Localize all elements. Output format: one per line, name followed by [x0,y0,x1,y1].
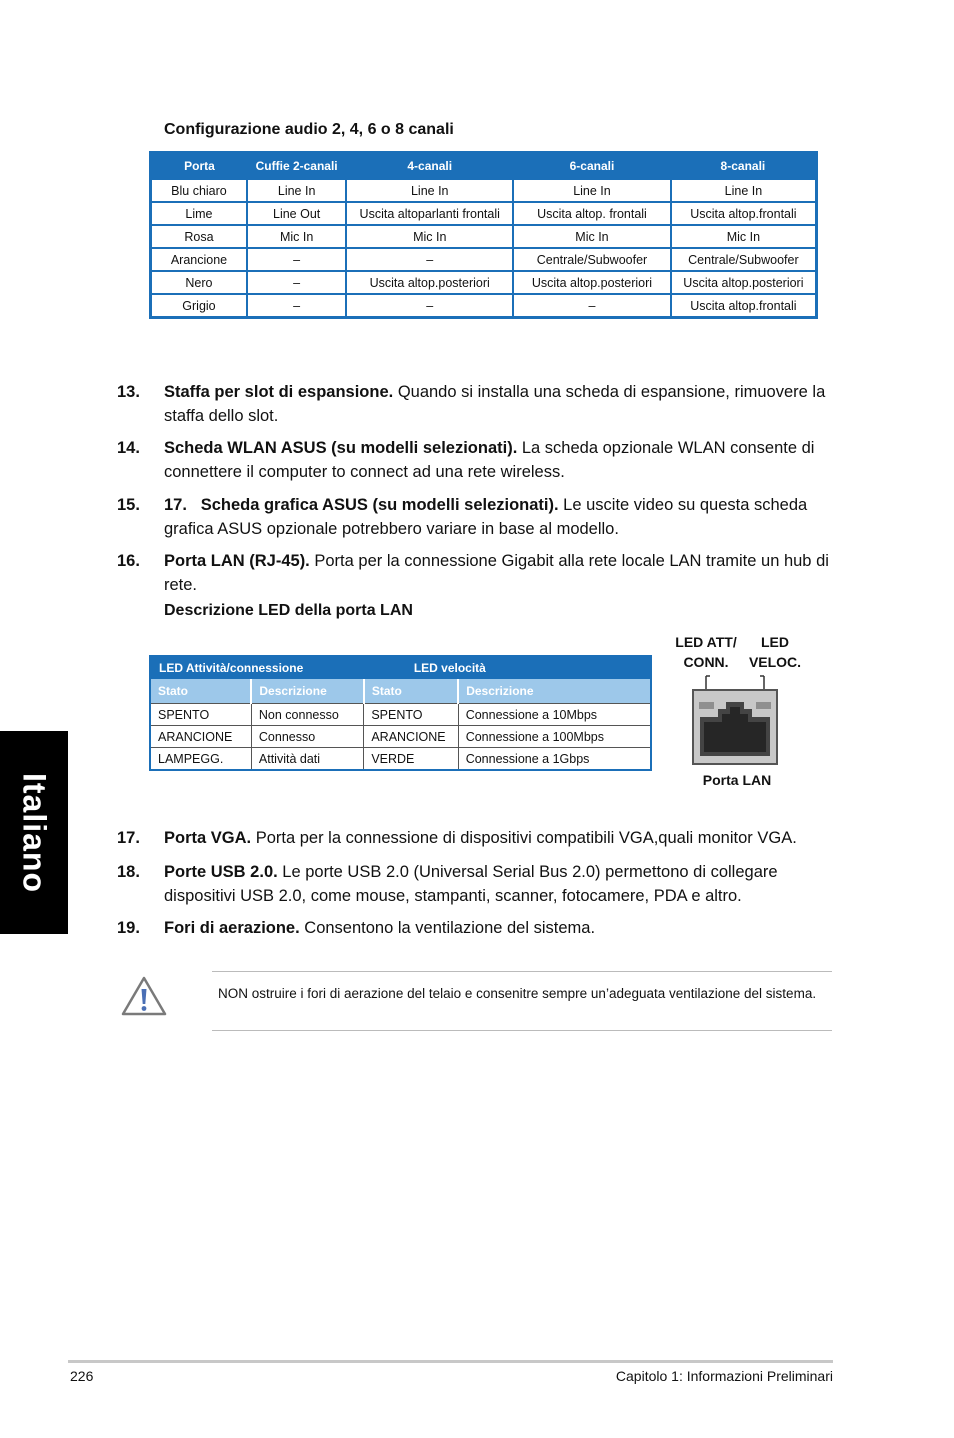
page-number: 226 [70,1368,94,1384]
table-cell: Connessione a 1Gbps [458,748,651,771]
table-row [150,704,651,726]
table-cell: Mic In [346,225,513,248]
item-number: 16. [117,552,140,570]
item-title: Fori di aerazione. [164,919,300,937]
table-cell: SPENTO [364,704,458,726]
led-sub-header: Descrizione [251,679,363,704]
list-item [117,861,837,908]
audio-header-cell: 6-canali [513,153,671,180]
table-cell: Blu chiaro [151,179,247,202]
side-tab-label: Italiano [16,772,53,893]
table-cell: – [247,248,346,271]
table-cell: Mic In [671,225,817,248]
item-title: Porta LAN (RJ-45). [164,552,310,570]
table-cell: – [346,294,513,318]
table-cell: Uscita altop.frontali [671,202,817,225]
item-text: Le porte USB 2.0 (Universal Serial Bus 2.0) permettono di collegare dispositivi USB 2.0, come mouse, stampanti, scanner, fotocamere, PDA e altro. [164,863,778,905]
led-att-label-line: CONN. [683,654,729,670]
table-cell: Nero [151,271,247,294]
audio-header-cell: Porta [151,153,247,180]
item-number: 15. [117,496,140,514]
table-cell: Centrale/Subwoofer [671,248,817,271]
list-item [117,437,837,484]
table-row [150,726,651,748]
table-cell: – [513,294,671,318]
table-cell: Uscita altop.frontali [671,294,817,318]
item-text: Porta per la connessione di dispositivi compatibili VGA,quali monitor VGA. [251,829,797,847]
table-cell: LAMPEGG. [150,748,251,771]
item-number: 14. [117,439,140,457]
audio-header-cell: 8-canali [671,153,817,180]
table-cell: Centrale/Subwoofer [513,248,671,271]
warning-note-text: NON ostruire i fori di aerazione del telaio e consenitre sempre un’adeguata ventilazione del sistema. [218,986,817,1001]
led-group-header: LED velocità [364,656,651,679]
warning-note [212,971,832,1031]
table-cell: Connessione a 10Mbps [458,704,651,726]
lan-port-icon [690,672,780,767]
table-cell: Rosa [151,225,247,248]
table-cell: Uscita altop.posteriori [513,271,671,294]
led-group-header-row [150,656,651,679]
audio-header-cell: 4-canali [346,153,513,180]
table-cell: Line Out [247,202,346,225]
table-cell: Uscita altoparlanti frontali [346,202,513,225]
table-cell: Lime [151,202,247,225]
led-group-header: LED Attività/connessione [150,656,364,679]
audio-config-title: Configurazione audio 2, 4, 6 o 8 canali [164,121,454,138]
table-cell: Grigio [151,294,247,318]
item-text: Porta per la connessione Gigabit alla rete locale LAN tramite un hub di rete. [164,552,829,594]
table-cell: Mic In [247,225,346,248]
table-cell: Line In [247,179,346,202]
item-title: Porte USB 2.0. [164,863,278,881]
led-sub-header: Stato [150,679,251,704]
led-veloc-label-line: VELOC. [748,654,802,670]
led-table [149,655,652,771]
language-side-tab [0,731,68,934]
item-text: Le uscite video su questa scheda grafica ASUS opzionale potrebbero variare in base al modello. [164,496,812,538]
list-item [117,494,837,541]
footer-divider [68,1360,833,1363]
led-sub-header: Stato [364,679,458,704]
table-cell: Line In [671,179,817,202]
list-item [117,550,837,597]
audio-header-cell: Cuffie 2-canali [247,153,346,180]
led-att-label [668,632,744,672]
table-row [151,248,817,271]
item-title: 17. Scheda grafica ASUS (su modelli selezionati). [164,496,559,514]
table-cell: SPENTO [150,704,251,726]
item-text: La scheda opzionale WLAN consente di connettere il computer to connect ad una rete wireless. [164,439,815,481]
table-cell: ARANCIONE [364,726,458,748]
table-cell: – [247,271,346,294]
table-cell: – [346,248,513,271]
warning-icon [121,975,167,1017]
table-cell: Line In [513,179,671,202]
table-cell: ARANCIONE [150,726,251,748]
table-row [151,225,817,248]
item-title: Scheda WLAN ASUS (su modelli selezionati). [164,439,518,457]
item-number: 17. [117,829,140,847]
table-cell: Attività dati [251,748,363,771]
item-number: 18. [117,863,140,881]
table-row [151,202,817,225]
table-cell: Connessione a 100Mbps [458,726,651,748]
table-cell: Line In [346,179,513,202]
list-item [117,827,837,851]
table-cell: Uscita altop.posteriori [346,271,513,294]
led-section-title: Descrizione LED della porta LAN [164,602,413,619]
list-item [117,381,837,428]
item-text: Consentono la ventilazione del sistema. [299,919,596,937]
table-cell: Non connesso [251,704,363,726]
table-cell: – [247,294,346,318]
led-att-label-line: LED ATT/ [675,634,737,650]
chapter-title: Capitolo 1: Informazioni Preliminari [615,1368,833,1384]
table-row [151,294,817,318]
lan-port-label: Porta LAN [702,772,772,788]
led-sub-header-row [150,679,651,704]
audio-config-table [149,151,818,319]
table-cell: Uscita altop. frontali [513,202,671,225]
table-row [151,271,817,294]
table-cell: Mic In [513,225,671,248]
list-item [117,917,837,941]
led-sub-header: Descrizione [458,679,651,704]
table-cell: VERDE [364,748,458,771]
item-title: Porta VGA. [164,829,252,847]
table-row [150,748,651,771]
item-number: 13. [117,383,140,401]
item-text: Quando si installa una scheda di espansione, rimuovere la staffa dello slot. [164,383,826,425]
item-title: Staffa per slot di espansione. [164,383,394,401]
led-veloc-label-line: LED [761,634,789,650]
audio-table-header-row [151,153,817,180]
table-cell: Connesso [251,726,363,748]
table-cell: Uscita altop.posteriori [671,271,817,294]
item-number: 19. [117,919,140,937]
table-row [151,179,817,202]
led-veloc-label [741,632,809,672]
table-cell: Arancione [151,248,247,271]
